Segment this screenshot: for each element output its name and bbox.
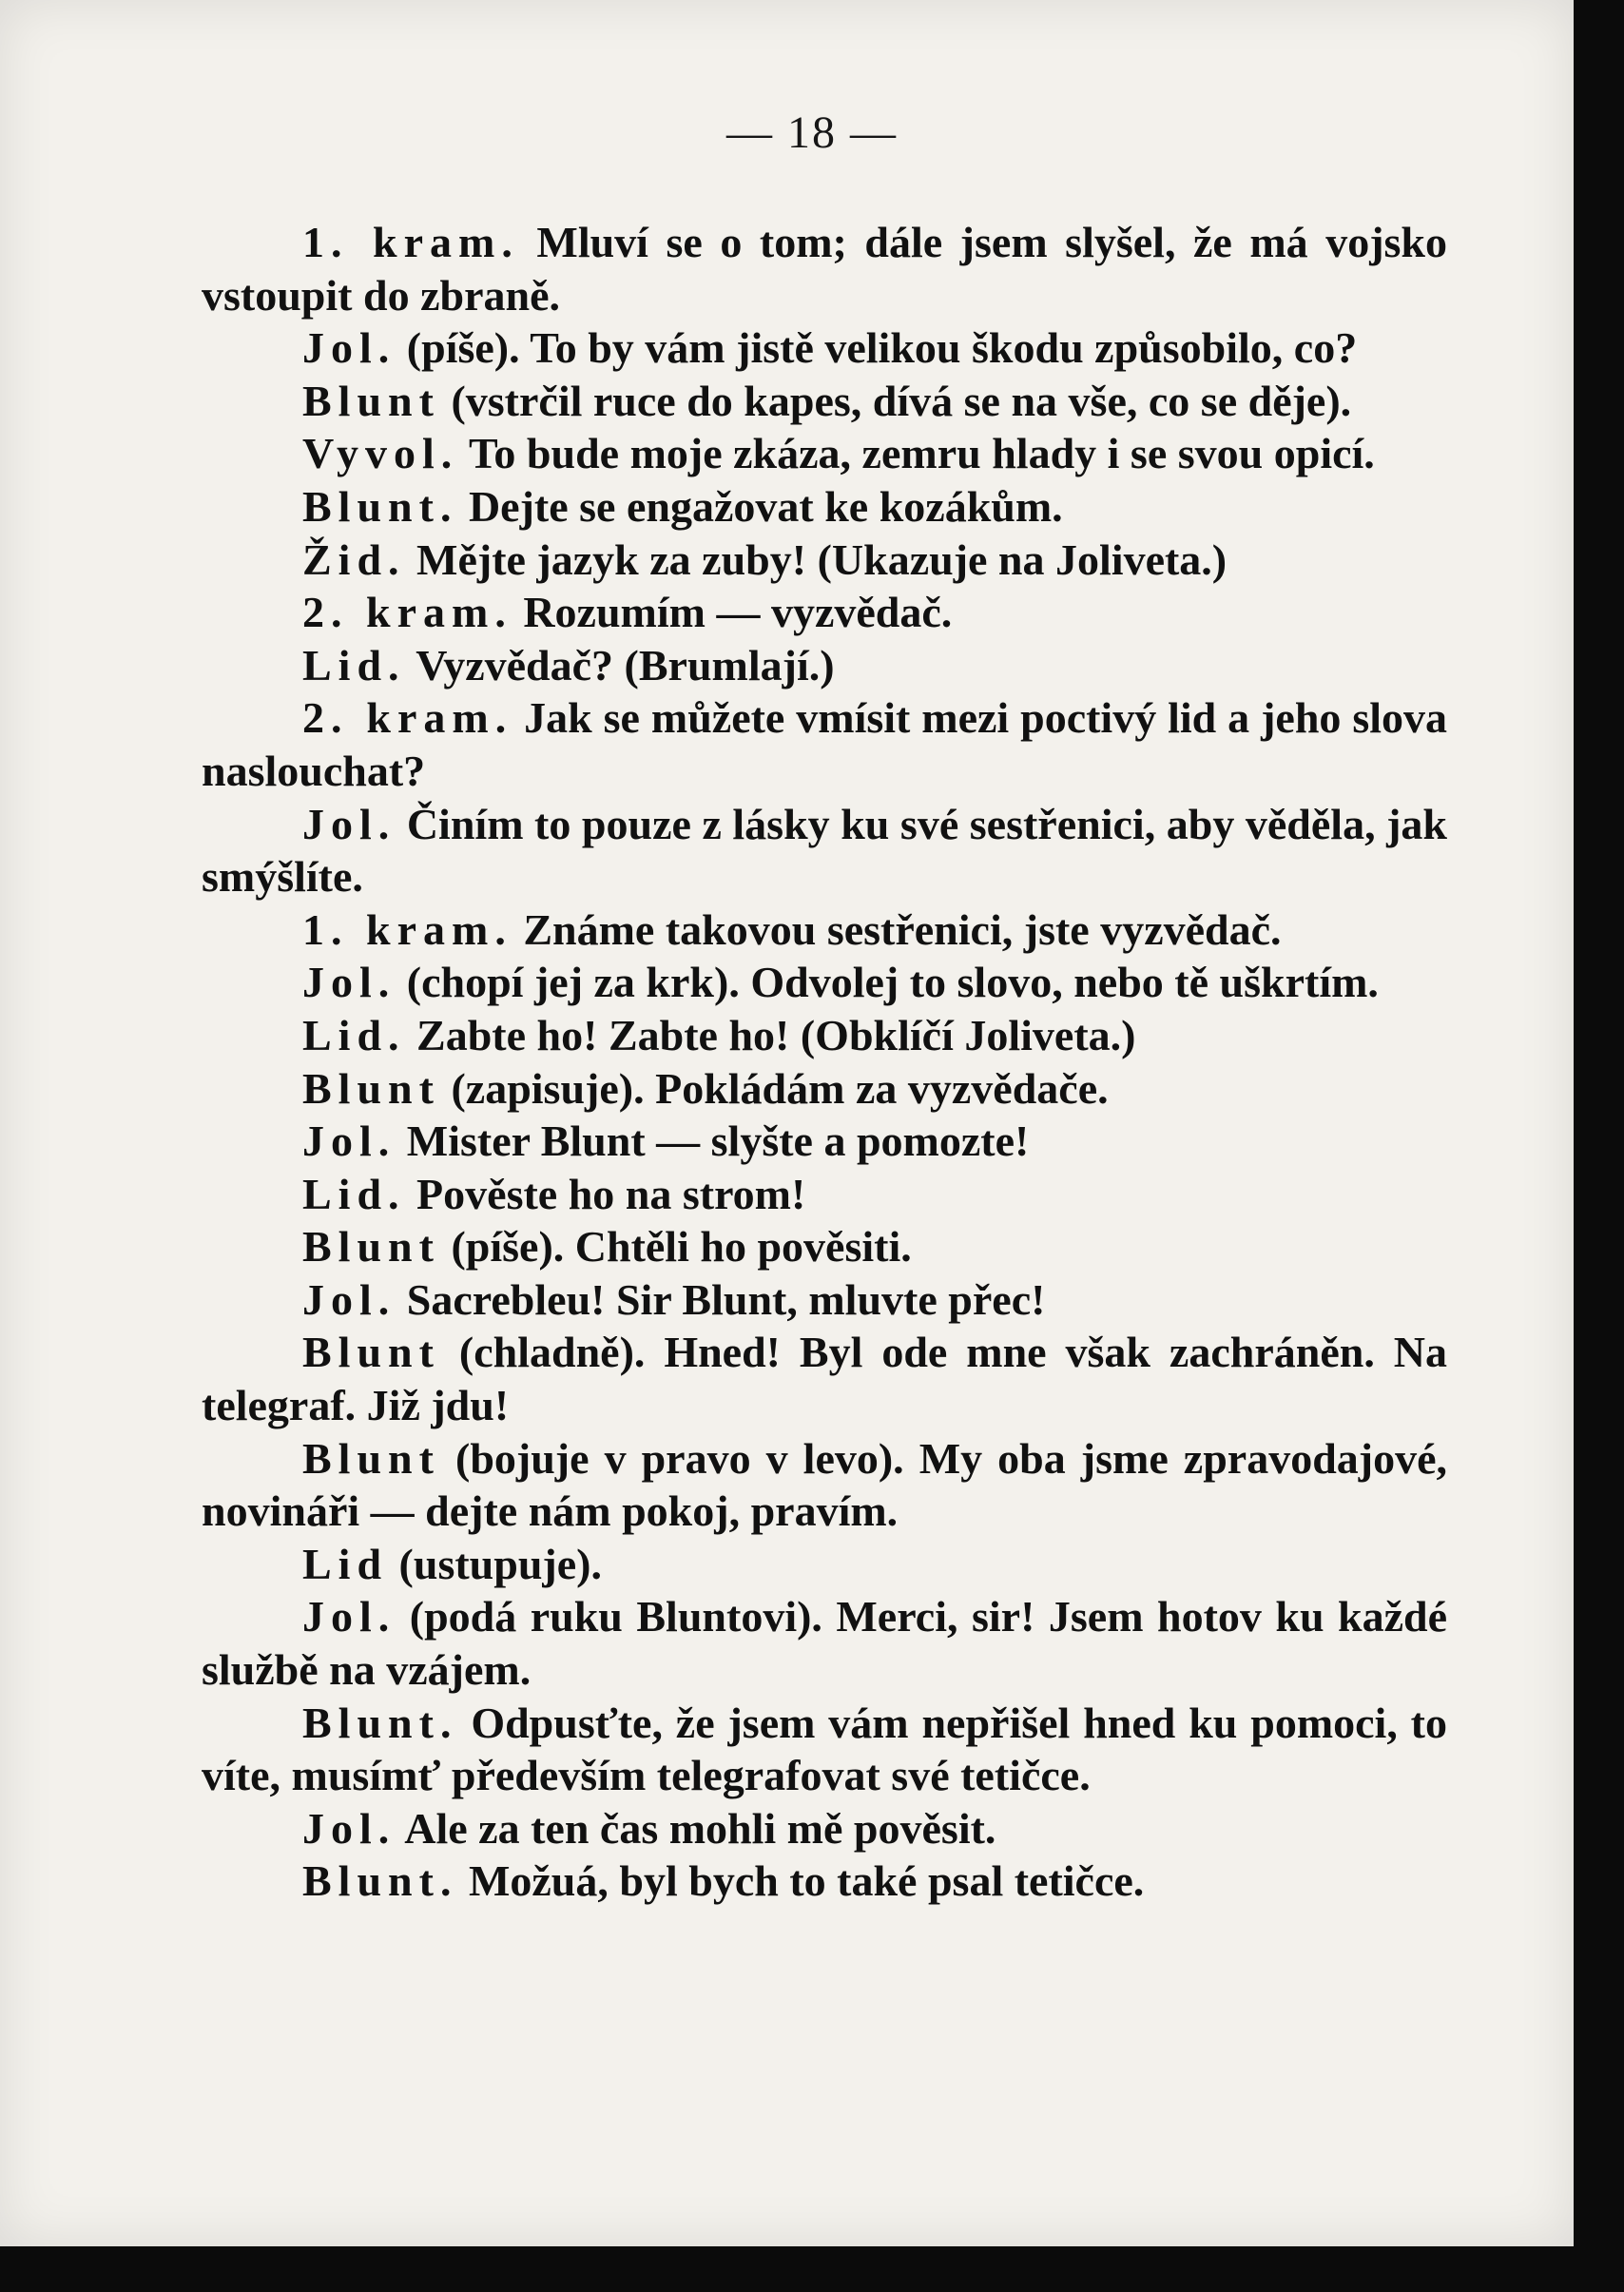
dialogue-line xyxy=(202,1168,1447,1221)
speech-text: Známe takovou sestřenici, jste vyzvědač. xyxy=(523,904,1282,954)
dialogue-line xyxy=(202,1115,1447,1168)
dialogue-line xyxy=(202,375,1447,428)
scan-border-bottom xyxy=(0,2246,1624,2292)
speech-text: Vyzvědač? (Brumlají.) xyxy=(416,640,835,690)
dialogue-line xyxy=(202,480,1447,534)
dialogue-line xyxy=(202,1062,1447,1116)
speech-text: To bude moje zkáza, zemru hlady i se svou opicí. xyxy=(468,429,1375,478)
dialogue-line xyxy=(202,1855,1447,1908)
speech-text: (chladně). Hned! Byl ode mne však zachráněn. Na telegraf. Již jdu! xyxy=(202,1328,1447,1430)
page-number: — 18 — xyxy=(726,107,898,158)
speaker-name: Lid xyxy=(302,1539,389,1588)
speaker-name: 1. kram. xyxy=(302,218,519,266)
dialogue-line xyxy=(202,586,1447,639)
speaker-name: Blunt. xyxy=(302,1856,458,1906)
speaker-name: Blunt xyxy=(302,1063,440,1113)
speaker-name: 2. kram. xyxy=(302,693,513,743)
speaker-name: Jol. xyxy=(302,1117,396,1166)
speech-text: Zabte ho! Zabte ho! (Obklíčí Joliveta.) xyxy=(416,1010,1136,1059)
speech-text: (zapisuje). Pokládám za vyzvědače. xyxy=(451,1063,1109,1113)
speech-text: (podá ruku Bluntovi). Merci, sir! Jsem hotov ku každé službě na vzájem. xyxy=(202,1592,1448,1695)
speaker-name: Blunt xyxy=(302,1433,440,1483)
speaker-name: Blunt xyxy=(302,1222,440,1272)
speech-text: (vstrčil ruce do kapes, dívá se na vše, co se děje). xyxy=(451,376,1352,425)
dialogue-line xyxy=(202,321,1447,375)
dialogue-line xyxy=(202,1009,1447,1062)
speaker-name: Lid. xyxy=(302,640,406,690)
dialogue-line xyxy=(202,956,1447,1009)
speech-text: Odpusťte, že jsem vám nepřišel hned ku pomoci, to víte, musímť především telegrafovat své tetičce. xyxy=(202,1698,1447,1800)
dialogue-line xyxy=(202,1802,1447,1855)
speaker-name: Blunt xyxy=(302,376,440,425)
speech-text: Pověste ho na strom! xyxy=(416,1169,806,1218)
dialogue-line xyxy=(202,798,1447,903)
speaker-name: Žid. xyxy=(302,534,406,584)
dialogue-line xyxy=(202,534,1447,587)
speech-text: Sacrebleu! Sir Blunt, mluvte přec! xyxy=(406,1274,1046,1324)
dialogue-line xyxy=(202,427,1447,480)
speaker-name: Vyvol. xyxy=(302,429,459,478)
speaker-name: Jol. xyxy=(302,799,396,848)
dialogue-line xyxy=(202,216,1447,321)
dialogue-line xyxy=(202,1432,1447,1538)
speaker-name: Blunt. xyxy=(302,1698,458,1747)
scan-border-right xyxy=(1574,0,1624,2292)
speaker-name: Blunt xyxy=(302,1328,440,1377)
dialogue-text xyxy=(202,216,1447,1908)
dialogue-line xyxy=(202,1590,1447,1696)
speech-text: Dejte se engažovat ke kozákům. xyxy=(468,481,1063,531)
speaker-name: Lid. xyxy=(302,1169,406,1218)
speech-text: Možuá, byl bych to také psal tetičce. xyxy=(468,1856,1145,1906)
dialogue-line xyxy=(202,639,1447,692)
speech-text: Rozumím — vyzvědač. xyxy=(523,588,953,637)
speech-text: (chopí jej za krk). Odvolej to slovo, nebo tě uškrtím. xyxy=(406,958,1379,1007)
speech-text: Ale za ten čas mohli mě pověsit. xyxy=(404,1803,996,1853)
speaker-name: Lid. xyxy=(302,1010,406,1059)
speaker-name: Jol. xyxy=(302,1592,396,1641)
speech-text: Činím to pouze z lásky ku své sestřenici, aby věděla, jak smýšlíte. xyxy=(202,799,1448,902)
dialogue-line xyxy=(202,1326,1447,1431)
speaker-name: 2. kram. xyxy=(302,588,512,637)
dialogue-line xyxy=(202,691,1447,797)
speaker-name: Jol. xyxy=(302,1803,396,1853)
speaker-name: Jol. xyxy=(302,958,396,1007)
speech-text: Jak se můžete vmísit mezi poctivý lid a jeho slova naslouchat? xyxy=(202,693,1447,795)
dialogue-line xyxy=(202,1220,1447,1273)
dialogue-line xyxy=(202,1538,1447,1591)
speech-text: (píše). Chtěli ho pověsiti. xyxy=(451,1222,912,1272)
dialogue-line xyxy=(202,1697,1447,1802)
dialogue-line xyxy=(202,903,1447,957)
dialogue-line xyxy=(202,1273,1447,1327)
speaker-name: Jol. xyxy=(302,1274,396,1324)
speaker-name: Jol. xyxy=(302,323,396,373)
speaker-name: Blunt. xyxy=(302,481,458,531)
speech-text: Mějte jazyk za zuby! (Ukazuje na Joliveta.) xyxy=(416,534,1228,584)
speech-text: (píše). To by vám jistě velikou škodu způsobilo, co? xyxy=(406,323,1358,373)
speech-text: Mister Blunt — slyšte a pomozte! xyxy=(406,1117,1030,1166)
speech-text: (bojuje v pravo v levo). My oba jsme zpravodajové, novináři — dejte nám pokoj, pravím. xyxy=(202,1433,1448,1536)
speech-text: Mluví se o tom; dále jsem slyšel, že má vojsko vstoupit do zbraně. xyxy=(202,218,1448,320)
speech-text: (ustupuje). xyxy=(398,1539,602,1588)
speaker-name: 1. kram. xyxy=(302,904,512,954)
